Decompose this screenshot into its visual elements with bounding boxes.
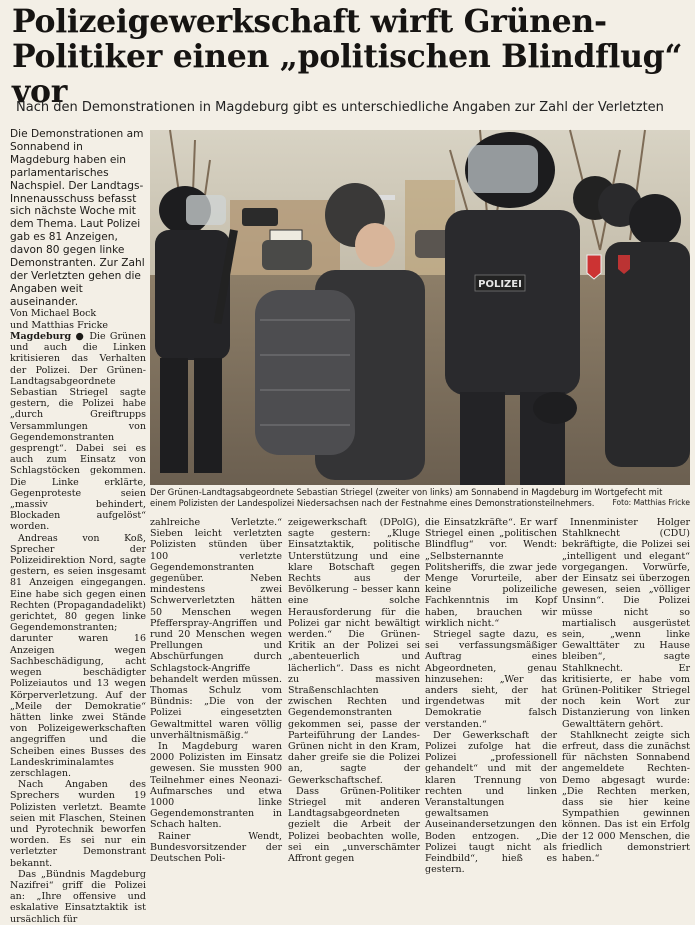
- article-column-2: [150, 517, 282, 865]
- paragraph: In Magdeburg waren 2000 Polizisten im Einsatz gewesen. Sie mussten 900 Teilnehmer eines Neonazi-Aufmarsches und etwa 1000 linke Gegendemonstranten in Schach halten.: [150, 741, 282, 831]
- paragraph: Dass Grünen-Politiker Striegel mit anderen Landtagsabgeordneten gezielt die Arbeit der Polizei beobachten wolle, sei ein „unverschämter Affront gegen: [288, 785, 420, 865]
- dateline-location: Magdeburg: [10, 331, 72, 342]
- byline-author-2: und Matthias Fricke: [10, 319, 108, 331]
- headline: Polizeigewerkschaft wirft Grünen-Politiker einen „politischen Blindflug“ vor: [12, 3, 683, 110]
- paragraph: zeigewerkschaft (DPolG), sagte gestern: „Kluge Einsatztaktik, politische Unterstützung und eine klare Botschaft gegen Rechts aus der Bevölkerung – besser kann eine solche Herausforderung für die Polizei gar nicht bewältigt werden.“ Die Grünen-Kritik an der Polizei sei „abenteuerlich und lächerlich“. Dass es nicht zu massiven Straßenschlachten zwischen Rechten und Gegendemonstranten gekommen sei, passe der Parteiführung der Landes-Grünen nicht in den Kram, daher greife sie die Polizei an, sagte der Gewerkschaftschef.: [288, 517, 420, 786]
- photo-caption: [150, 487, 690, 508]
- byline: [10, 308, 146, 331]
- article-column-1: [10, 331, 146, 925]
- paragraph: Andreas von Koß, Sprecher der Polizeidirektion Nord, sagte gestern, es seien insgesamt 81 Anzeigen eingegangen. Eine habe sich gegen einen Rechten (Propagandadelikt) gerichtet, 80 gegen linke Gegendemonstranten; darunter waren 16 Anzeigen wegen Sachbeschädigung, acht wegen beschädigter Polizeiautos und 13 wegen Körperverletzung. Auf der „Meile der Demokratie“ hätten linke zwei Stände von Polizeigewerkschaften angegriffen und die Scheiben eines Busses des Landeskriminalamtes zerschlagen.: [10, 532, 146, 779]
- paragraph: Nach Angaben des Sprechers wurden 19 Polizisten verletzt. Beamte seien mit Flaschen, Steinen und Pyrotechnik beworfen worden. Es sei nur ein verletzter Demonstrant bekannt.: [10, 779, 146, 869]
- article-column-3: [288, 517, 420, 865]
- caption-text: Der Grünen-Landtagsabgeordnete Sebastian Striegel (zweiter von links) am Sonnabend in Magdeburg im Wortgefecht mit einem Polizisten der Landespolizei Niedersachsen nach der Festnahme eines Demonstrationsteilnehmers.: [150, 487, 663, 508]
- intro-paragraph: Die Demonstrationen am Sonnabend in Magdeburg haben ein parlamentarisches Nachspiel. Der Landtags-Innenausschuss befasst sich nächste Woche mit dem Thema. Laut Polizei gab es 81 Anzeigen, davon 80 gegen linke Demonstranten. Zur Zahl der Verletzten gehen die Angaben weit auseinander.: [10, 128, 145, 308]
- article-column-5: [562, 517, 690, 865]
- article-column-4: [425, 517, 557, 876]
- paragraph: ● Die Grünen und auch die Linken kritisieren das Verhalten der Polizei. Der Grünen-Landtagsabgeordnete Sebastian Striegel sagte gestern, die Polizei habe „durch Greiftrupps Versammlungen von Gegendemonstranten gesprengt“. Dabei sei es auch zum Einsatz von Schlagstöcken gekommen. Die Linke erklärte, Gegenproteste seien „massiv behindert, Blockaden aufgelöst“ worden.: [10, 331, 146, 533]
- paragraph: die Einsatzkräfte“. Er warf Striegel einen „politischen Blindflug“ vor. Wendt: „Selbsternannte Politsheriffs, die zwar jede Menge Vorurteile, aber keine polizeiliche Fachkenntnis im Kopf haben, brauchen wir wirklich nicht.“: [425, 517, 557, 629]
- news-photo: [150, 130, 690, 485]
- subheadline: Nach den Demonstrationen in Magdeburg gibt es unterschiedliche Angaben zur Zahl der Verletzten: [16, 100, 664, 115]
- paragraph: Rainer Wendt, Bundesvorsitzender der Deutschen Poli-: [150, 830, 282, 865]
- police-sign: POLIZEI: [478, 279, 522, 290]
- byline-author-1: Von Michael Bock: [10, 308, 97, 319]
- paragraph: Innenminister Holger Stahlknecht (CDU) bekräftigte, die Polizei sei „intelligent und elegant“ vorgegangen. Vorwürfe, der Einsatz sei überzogen gewesen, seien „völliger Unsinn“. Die Polizei müsse nicht so martialisch ausgerüstet sein, „wenn linke Gewalttäter zu Hause bleiben“, sagte Stahlknecht. Er kritisierte, er habe vom Grünen-Politiker Striegel noch kein Wort zur Distanzierung von linken Gewalttätern gehört.: [562, 517, 690, 730]
- photo-credit: Foto: Matthias Fricke: [612, 497, 690, 507]
- paragraph: Das „Bündnis Magdeburg Nazifrei“ griff die Polizei an: „Ihre offensive und eskalative Einsatztaktik ist ursächlich für: [10, 868, 146, 925]
- paragraph: Striegel sagte dazu, es sei verfassungsmäßiger Auftrag eines Abgeordneten, genau hinzusehen: „Wer das anders sieht, der hat irgendetwas mit der Demokratie falsch verstanden.“: [425, 629, 557, 730]
- photo-illustration: [150, 130, 690, 485]
- paragraph: zahlreiche Verletzte.“ Sieben leicht verletzten Polizisten stünden über 100 verletzte Gegendemonstranten gegenüber. Neben mindestens zwei Schwerverletzten hätten 50 Menschen wegen Pfefferspray-Angriffen und rund 20 Menschen wegen Prellungen und Abschürfungen durch Schlagstock-Angriffe behandelt werden müssen. Thomas Schulz vom Bündnis: „Die von der Polizei eingesetzten Gewaltmittel waren völlig unverhältnismäßig.“: [150, 517, 282, 741]
- paragraph: Der Gewerkschaft der Polizei zufolge hat die Polizei „professionell gehandelt“ und mit der klaren Trennung von rechten und linken Veranstaltungen gewaltsamen Auseinandersetzungen den Boden entzogen. „Die Polizei taugt nicht als Feindbild“, hieß es gestern.: [425, 729, 557, 876]
- paragraph: Stahlknecht zeigte sich erfreut, dass die zunächst für nächsten Sonnabend angemeldete Rechten-Demo abgesagt wurde: „Die Rechten merken, dass sie hier keine Sympathien gewinnen können. Das ist ein Erfolg der 12 000 Menschen, die friedlich demonstriert haben.“: [562, 729, 690, 865]
